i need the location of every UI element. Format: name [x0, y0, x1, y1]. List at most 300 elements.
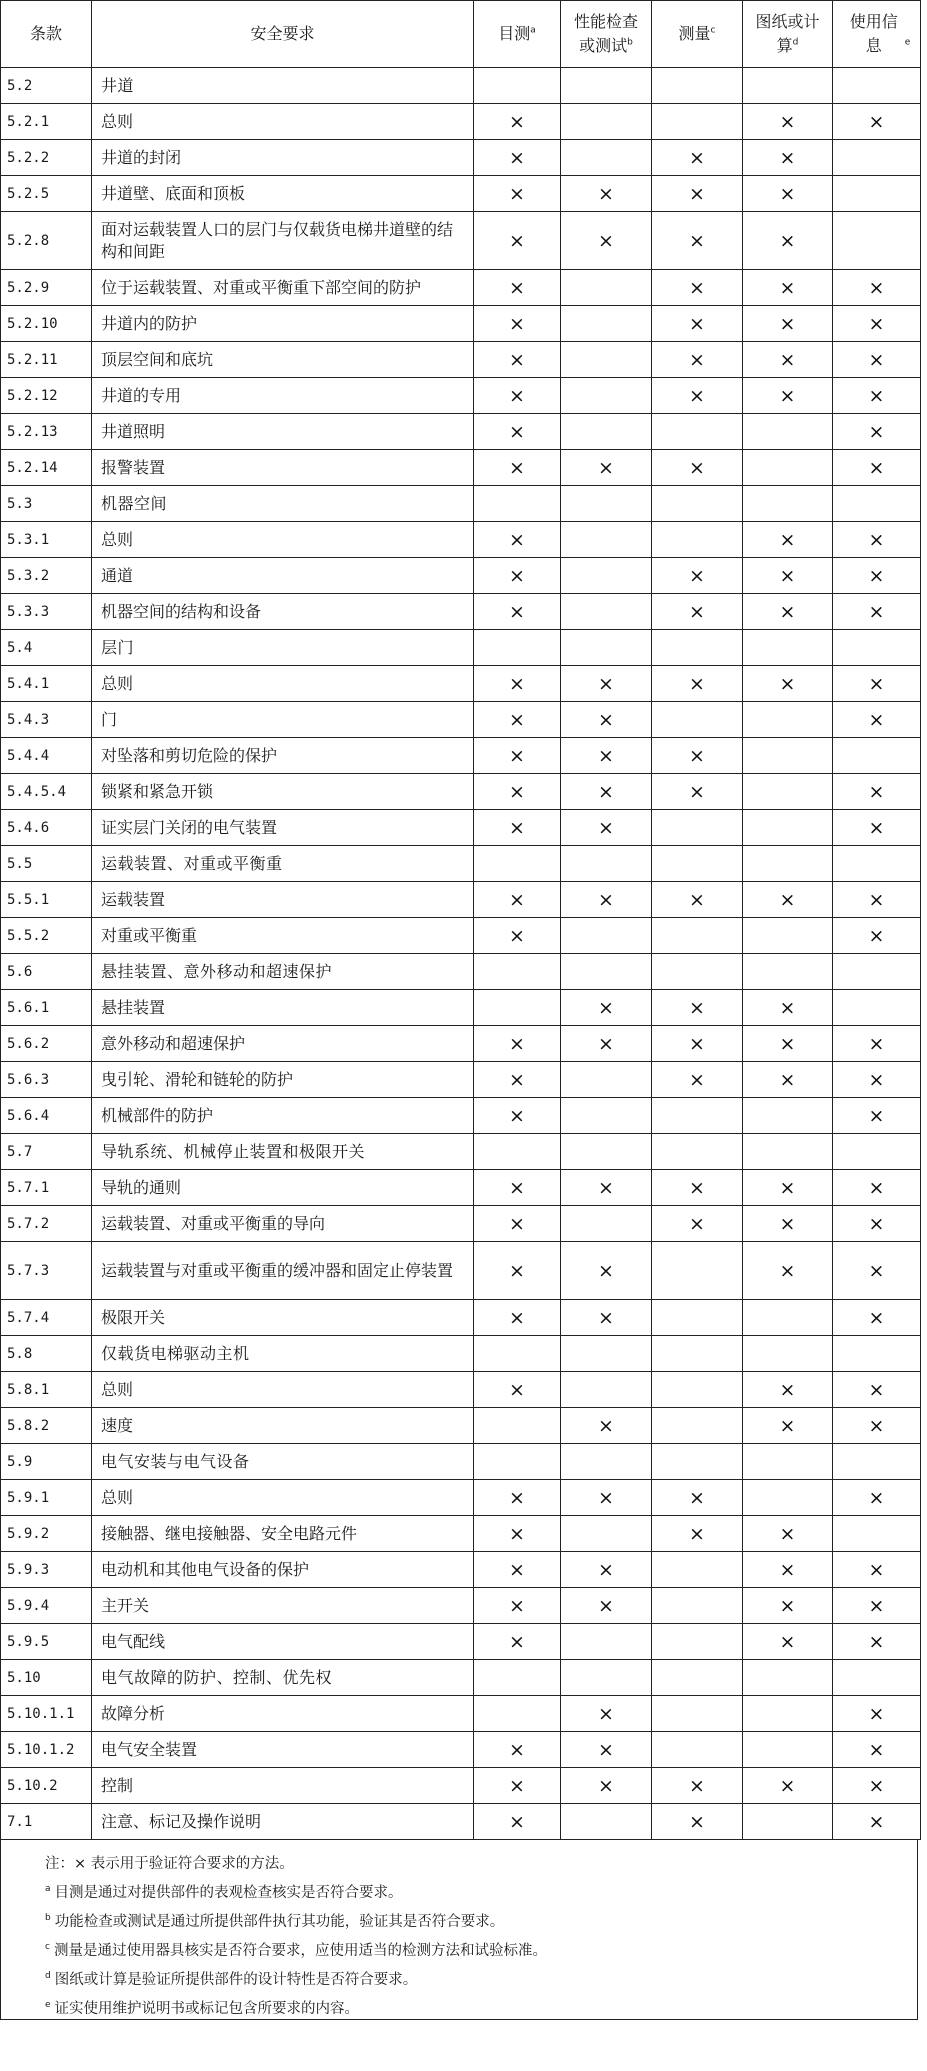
empty-cell — [561, 1336, 652, 1372]
requirement-cell: 电气安装与电气设备 — [92, 1444, 474, 1480]
check-mark: × — [652, 882, 743, 918]
check-mark: × — [652, 774, 743, 810]
header-function-test — [561, 1, 652, 68]
check-mark: × — [833, 450, 921, 486]
clause-cell: 5.3.3 — [1, 594, 92, 630]
check-mark: × — [833, 104, 921, 140]
empty-cell — [561, 1098, 652, 1134]
requirement-cell: 机器空间 — [92, 486, 474, 522]
check-mark: × — [561, 1408, 652, 1444]
empty-cell — [652, 1098, 743, 1134]
check-mark: × — [561, 1696, 652, 1732]
empty-cell — [833, 68, 921, 104]
check-mark: × — [833, 702, 921, 738]
empty-cell — [652, 1336, 743, 1372]
header-label: 安全要求 — [250, 24, 315, 43]
requirement-cell: 顶层空间和底坑 — [92, 342, 474, 378]
footnote-mark: b — [45, 1913, 51, 1924]
check-mark: × — [743, 212, 833, 270]
check-mark: × — [474, 1804, 561, 1840]
empty-cell — [652, 522, 743, 558]
check-mark: × — [833, 1696, 921, 1732]
check-mark: × — [561, 1026, 652, 1062]
check-mark: × — [833, 1804, 921, 1840]
empty-cell — [833, 212, 921, 270]
check-mark: × — [474, 882, 561, 918]
requirement-cell: 控制 — [92, 1768, 474, 1804]
empty-cell — [743, 954, 833, 990]
check-mark: × — [474, 738, 561, 774]
check-mark: × — [652, 1026, 743, 1062]
check-mark: × — [652, 270, 743, 306]
clause-cell: 5.6 — [1, 954, 92, 990]
empty-cell — [561, 558, 652, 594]
empty-cell — [561, 846, 652, 882]
empty-cell — [833, 486, 921, 522]
clause-cell: 5.7.3 — [1, 1242, 92, 1300]
check-mark: × — [474, 414, 561, 450]
clause-cell: 5.2.12 — [1, 378, 92, 414]
clause-cell: 5.7.4 — [1, 1300, 92, 1336]
check-mark: × — [474, 104, 561, 140]
clause-cell: 7.1 — [1, 1804, 92, 1840]
check-mark: × — [743, 882, 833, 918]
requirement-cell: 运载装置与对重或平衡重的缓冲器和固定止停装置 — [92, 1242, 474, 1300]
check-mark: × — [743, 1062, 833, 1098]
footnote-text: 证实使用维护说明书或标记包含所要求的内容。 — [54, 2001, 360, 2017]
check-mark: × — [474, 1242, 561, 1300]
check-mark: × — [652, 306, 743, 342]
empty-cell — [833, 630, 921, 666]
check-mark: × — [474, 450, 561, 486]
clause-cell: 5.4.4 — [1, 738, 92, 774]
requirement-cell: 总则 — [92, 522, 474, 558]
empty-cell — [743, 702, 833, 738]
clause-cell: 5.6.4 — [1, 1098, 92, 1134]
check-mark: × — [833, 774, 921, 810]
check-mark: × — [743, 1170, 833, 1206]
footnote-mark: a — [45, 1884, 51, 1895]
clause-cell: 5.2.14 — [1, 450, 92, 486]
header-user-info — [833, 1, 921, 68]
check-mark: × — [561, 1170, 652, 1206]
empty-cell — [743, 918, 833, 954]
clause-cell: 5.10.1.2 — [1, 1732, 92, 1768]
check-mark: × — [652, 1804, 743, 1840]
check-mark: × — [652, 594, 743, 630]
check-mark: × — [833, 882, 921, 918]
check-mark: × — [652, 1062, 743, 1098]
table-row — [1, 774, 921, 810]
clause-cell: 5.2.10 — [1, 306, 92, 342]
empty-cell — [743, 1300, 833, 1336]
table-row — [1, 1062, 921, 1098]
clause-cell: 5.8.2 — [1, 1408, 92, 1444]
footnote-item — [1, 1879, 917, 1908]
check-mark: × — [743, 594, 833, 630]
check-mark: × — [561, 450, 652, 486]
requirement-cell: 极限开关 — [92, 1300, 474, 1336]
requirement-cell: 曳引轮、滑轮和链轮的防护 — [92, 1062, 474, 1098]
requirement-cell: 仅载货电梯驱动主机 — [92, 1336, 474, 1372]
footnote-mark: d — [45, 1971, 51, 1982]
requirement-cell: 故障分析 — [92, 1696, 474, 1732]
requirement-cell: 注意、标记及操作说明 — [92, 1804, 474, 1840]
empty-cell — [743, 1660, 833, 1696]
check-mark: × — [652, 990, 743, 1026]
requirement-cell: 主开关 — [92, 1588, 474, 1624]
check-mark: × — [743, 1026, 833, 1062]
table-row — [1, 738, 921, 774]
empty-cell — [561, 954, 652, 990]
check-mark: × — [474, 176, 561, 212]
empty-cell — [743, 774, 833, 810]
check-mark: × — [833, 378, 921, 414]
header-drawing-calc — [743, 1, 833, 68]
empty-cell — [561, 1372, 652, 1408]
check-mark: × — [833, 1206, 921, 1242]
check-mark: × — [833, 1552, 921, 1588]
empty-cell — [474, 1660, 561, 1696]
check-mark: × — [474, 1170, 561, 1206]
notes-block — [0, 1840, 918, 2020]
table-row — [1, 1170, 921, 1206]
table-row — [1, 1624, 921, 1660]
check-mark: × — [474, 1372, 561, 1408]
table-row — [1, 1516, 921, 1552]
section-row — [1, 486, 921, 522]
check-mark: × — [561, 882, 652, 918]
empty-cell — [833, 1336, 921, 1372]
check-mark: × — [561, 1242, 652, 1300]
check-mark: × — [833, 1242, 921, 1300]
table-row — [1, 1588, 921, 1624]
empty-cell — [652, 1552, 743, 1588]
check-mark: × — [474, 1732, 561, 1768]
empty-cell — [561, 378, 652, 414]
empty-cell — [652, 630, 743, 666]
empty-cell — [652, 68, 743, 104]
empty-cell — [743, 1336, 833, 1372]
requirement-cell: 运载装置 — [92, 882, 474, 918]
requirement-cell: 速度 — [92, 1408, 474, 1444]
empty-cell — [474, 1444, 561, 1480]
check-mark: × — [743, 666, 833, 702]
check-mark: × — [743, 104, 833, 140]
empty-cell — [743, 1444, 833, 1480]
clause-cell: 5.2.2 — [1, 140, 92, 176]
check-mark: × — [833, 1026, 921, 1062]
check-mark: × — [561, 738, 652, 774]
check-mark: × — [474, 558, 561, 594]
table-row — [1, 1098, 921, 1134]
empty-cell — [561, 1516, 652, 1552]
empty-cell — [743, 414, 833, 450]
check-mark: × — [561, 666, 652, 702]
clause-cell: 5.6.3 — [1, 1062, 92, 1098]
empty-cell — [833, 1516, 921, 1552]
check-mark: × — [474, 1588, 561, 1624]
check-mark: × — [652, 558, 743, 594]
check-mark: × — [743, 270, 833, 306]
table-row — [1, 104, 921, 140]
check-mark: × — [652, 1516, 743, 1552]
requirement-cell: 证实层门关闭的电气装置 — [92, 810, 474, 846]
table-row — [1, 558, 921, 594]
empty-cell — [561, 140, 652, 176]
check-mark: × — [652, 378, 743, 414]
check-mark: × — [743, 1552, 833, 1588]
empty-cell — [833, 738, 921, 774]
empty-cell — [561, 342, 652, 378]
check-mark: × — [474, 378, 561, 414]
check-mark: × — [743, 1206, 833, 1242]
check-mark: × — [561, 810, 652, 846]
check-mark: × — [743, 1408, 833, 1444]
clause-cell: 5.6.2 — [1, 1026, 92, 1062]
check-mark: × — [474, 810, 561, 846]
footnote-text: 功能检查或测试是通过所提供部件执行其功能，验证其是否符合要求。 — [54, 1914, 505, 1930]
check-mark: × — [474, 1516, 561, 1552]
check-mark: × — [652, 1480, 743, 1516]
table-row — [1, 1552, 921, 1588]
check-mark: × — [833, 810, 921, 846]
check-mark: × — [743, 990, 833, 1026]
section-row — [1, 68, 921, 104]
check-mark: × — [833, 270, 921, 306]
table-row — [1, 1732, 921, 1768]
requirement-cell: 井道的专用 — [92, 378, 474, 414]
check-mark: × — [833, 1372, 921, 1408]
table-row — [1, 1206, 921, 1242]
header-footnote-mark: b — [627, 37, 633, 48]
empty-cell — [743, 1134, 833, 1170]
check-mark: × — [743, 1588, 833, 1624]
header-clause — [1, 1, 92, 68]
empty-cell — [561, 594, 652, 630]
table-body — [1, 68, 921, 1840]
check-mark: × — [833, 918, 921, 954]
section-row — [1, 1336, 921, 1372]
check-mark: × — [743, 342, 833, 378]
requirement-cell: 运载装置、对重或平衡重 — [92, 846, 474, 882]
check-mark: × — [743, 378, 833, 414]
check-mark: × — [474, 1480, 561, 1516]
clause-cell: 5.4.3 — [1, 702, 92, 738]
footnote-mark: e — [45, 2000, 51, 2011]
check-mark: × — [833, 522, 921, 558]
check-mark: × — [561, 1768, 652, 1804]
requirement-cell: 对重或平衡重 — [92, 918, 474, 954]
clause-cell: 5.9.4 — [1, 1588, 92, 1624]
empty-cell — [743, 810, 833, 846]
check-mark: × — [743, 558, 833, 594]
clause-cell: 5.2.9 — [1, 270, 92, 306]
check-mark: × — [561, 176, 652, 212]
check-mark: × — [474, 270, 561, 306]
empty-cell — [652, 1696, 743, 1732]
empty-cell — [474, 1408, 561, 1444]
clause-cell: 5.2.11 — [1, 342, 92, 378]
empty-cell — [474, 1696, 561, 1732]
empty-cell — [561, 630, 652, 666]
check-mark: × — [474, 918, 561, 954]
check-mark: × — [474, 702, 561, 738]
check-mark: × — [561, 1732, 652, 1768]
empty-cell — [743, 738, 833, 774]
check-mark: × — [561, 1552, 652, 1588]
clause-cell: 5.10 — [1, 1660, 92, 1696]
table-row — [1, 702, 921, 738]
footnote-text: 目测是通过对提供部件的表观检查核实是否符合要求。 — [54, 1885, 403, 1901]
header-footnote-mark: d — [792, 37, 799, 48]
empty-cell — [652, 1242, 743, 1300]
table-row — [1, 1804, 921, 1840]
check-mark: × — [833, 342, 921, 378]
check-mark: × — [474, 306, 561, 342]
table-row — [1, 140, 921, 176]
header-requirement — [92, 1, 474, 68]
clause-cell: 5.2.13 — [1, 414, 92, 450]
table-row — [1, 810, 921, 846]
check-mark: × — [833, 1480, 921, 1516]
check-mark: × — [652, 342, 743, 378]
check-mark: × — [743, 1624, 833, 1660]
table-row — [1, 1408, 921, 1444]
check-mark: × — [833, 594, 921, 630]
check-mark: × — [833, 1098, 921, 1134]
table-row — [1, 450, 921, 486]
empty-cell — [652, 810, 743, 846]
requirement-cell: 报警装置 — [92, 450, 474, 486]
check-mark: × — [833, 1300, 921, 1336]
check-mark: × — [743, 176, 833, 212]
section-row — [1, 846, 921, 882]
empty-cell — [652, 918, 743, 954]
table-row — [1, 176, 921, 212]
empty-cell — [652, 702, 743, 738]
check-mark: × — [743, 522, 833, 558]
check-mark: × — [561, 212, 652, 270]
empty-cell — [833, 990, 921, 1026]
check-mark: × — [474, 342, 561, 378]
empty-cell — [561, 1804, 652, 1840]
empty-cell — [743, 630, 833, 666]
empty-cell — [474, 990, 561, 1026]
empty-cell — [833, 846, 921, 882]
header-footnote-mark: e — [904, 37, 911, 48]
empty-cell — [833, 954, 921, 990]
table-row — [1, 1480, 921, 1516]
requirement-cell: 总则 — [92, 666, 474, 702]
empty-cell — [743, 1098, 833, 1134]
check-mark: × — [561, 990, 652, 1026]
empty-cell — [561, 414, 652, 450]
empty-cell — [561, 918, 652, 954]
empty-cell — [743, 486, 833, 522]
requirement-cell: 总则 — [92, 104, 474, 140]
header-label: 性能检查或测试 — [573, 12, 638, 55]
check-mark: × — [743, 306, 833, 342]
requirement-cell: 电气故障的防护、控制、优先权 — [92, 1660, 474, 1696]
table-row — [1, 342, 921, 378]
requirement-cell: 井道壁、底面和顶板 — [92, 176, 474, 212]
table-row — [1, 990, 921, 1026]
table-row — [1, 1768, 921, 1804]
requirement-cell: 导轨的通则 — [92, 1170, 474, 1206]
check-mark: × — [652, 1768, 743, 1804]
check-mark: × — [474, 1768, 561, 1804]
clause-cell: 5.9.2 — [1, 1516, 92, 1552]
empty-cell — [652, 1134, 743, 1170]
table-row — [1, 918, 921, 954]
check-mark: × — [474, 1206, 561, 1242]
clause-cell: 5.5.1 — [1, 882, 92, 918]
check-mark: × — [833, 306, 921, 342]
clause-cell: 5.3 — [1, 486, 92, 522]
header-label: 使用信息 — [849, 12, 898, 55]
check-mark: × — [743, 140, 833, 176]
empty-cell — [561, 306, 652, 342]
header-measurement — [652, 1, 743, 68]
empty-cell — [833, 1660, 921, 1696]
empty-cell — [652, 1300, 743, 1336]
empty-cell — [743, 846, 833, 882]
empty-cell — [743, 1732, 833, 1768]
check-mark: × — [652, 176, 743, 212]
empty-cell — [652, 1732, 743, 1768]
check-mark: × — [652, 212, 743, 270]
empty-cell — [833, 1444, 921, 1480]
requirement-cell: 总则 — [92, 1480, 474, 1516]
clause-cell: 5.2.8 — [1, 212, 92, 270]
check-mark: × — [743, 1516, 833, 1552]
empty-cell — [833, 1134, 921, 1170]
check-mark: × — [474, 1062, 561, 1098]
empty-cell — [474, 486, 561, 522]
section-row — [1, 1660, 921, 1696]
requirement-cell: 对坠落和剪切危险的保护 — [92, 738, 474, 774]
check-mark: × — [561, 1480, 652, 1516]
empty-cell — [652, 486, 743, 522]
requirement-cell: 井道的封闭 — [92, 140, 474, 176]
empty-cell — [743, 1480, 833, 1516]
check-mark: × — [743, 1242, 833, 1300]
requirement-cell: 总则 — [92, 1372, 474, 1408]
clause-cell: 5.9.3 — [1, 1552, 92, 1588]
empty-cell — [561, 1206, 652, 1242]
table-row — [1, 270, 921, 306]
clause-cell: 5.3.1 — [1, 522, 92, 558]
check-mark: × — [474, 522, 561, 558]
table-row — [1, 1300, 921, 1336]
table-row — [1, 666, 921, 702]
clause-cell: 5.9.5 — [1, 1624, 92, 1660]
requirement-cell: 电动机和其他电气设备的保护 — [92, 1552, 474, 1588]
header-footnote-mark: a — [530, 25, 536, 36]
table-row — [1, 378, 921, 414]
clause-cell: 5.6.1 — [1, 990, 92, 1026]
check-mark: × — [833, 1588, 921, 1624]
clause-cell: 5.9.1 — [1, 1480, 92, 1516]
requirement-cell: 井道照明 — [92, 414, 474, 450]
check-mark: × — [833, 1170, 921, 1206]
requirement-cell: 导轨系统、机械停止装置和极限开关 — [92, 1134, 474, 1170]
header-row — [1, 1, 921, 68]
note-main: 注：× 表示用于验证符合要求的方法。 — [45, 1856, 294, 1872]
clause-cell: 5.8 — [1, 1336, 92, 1372]
check-mark: × — [652, 1206, 743, 1242]
